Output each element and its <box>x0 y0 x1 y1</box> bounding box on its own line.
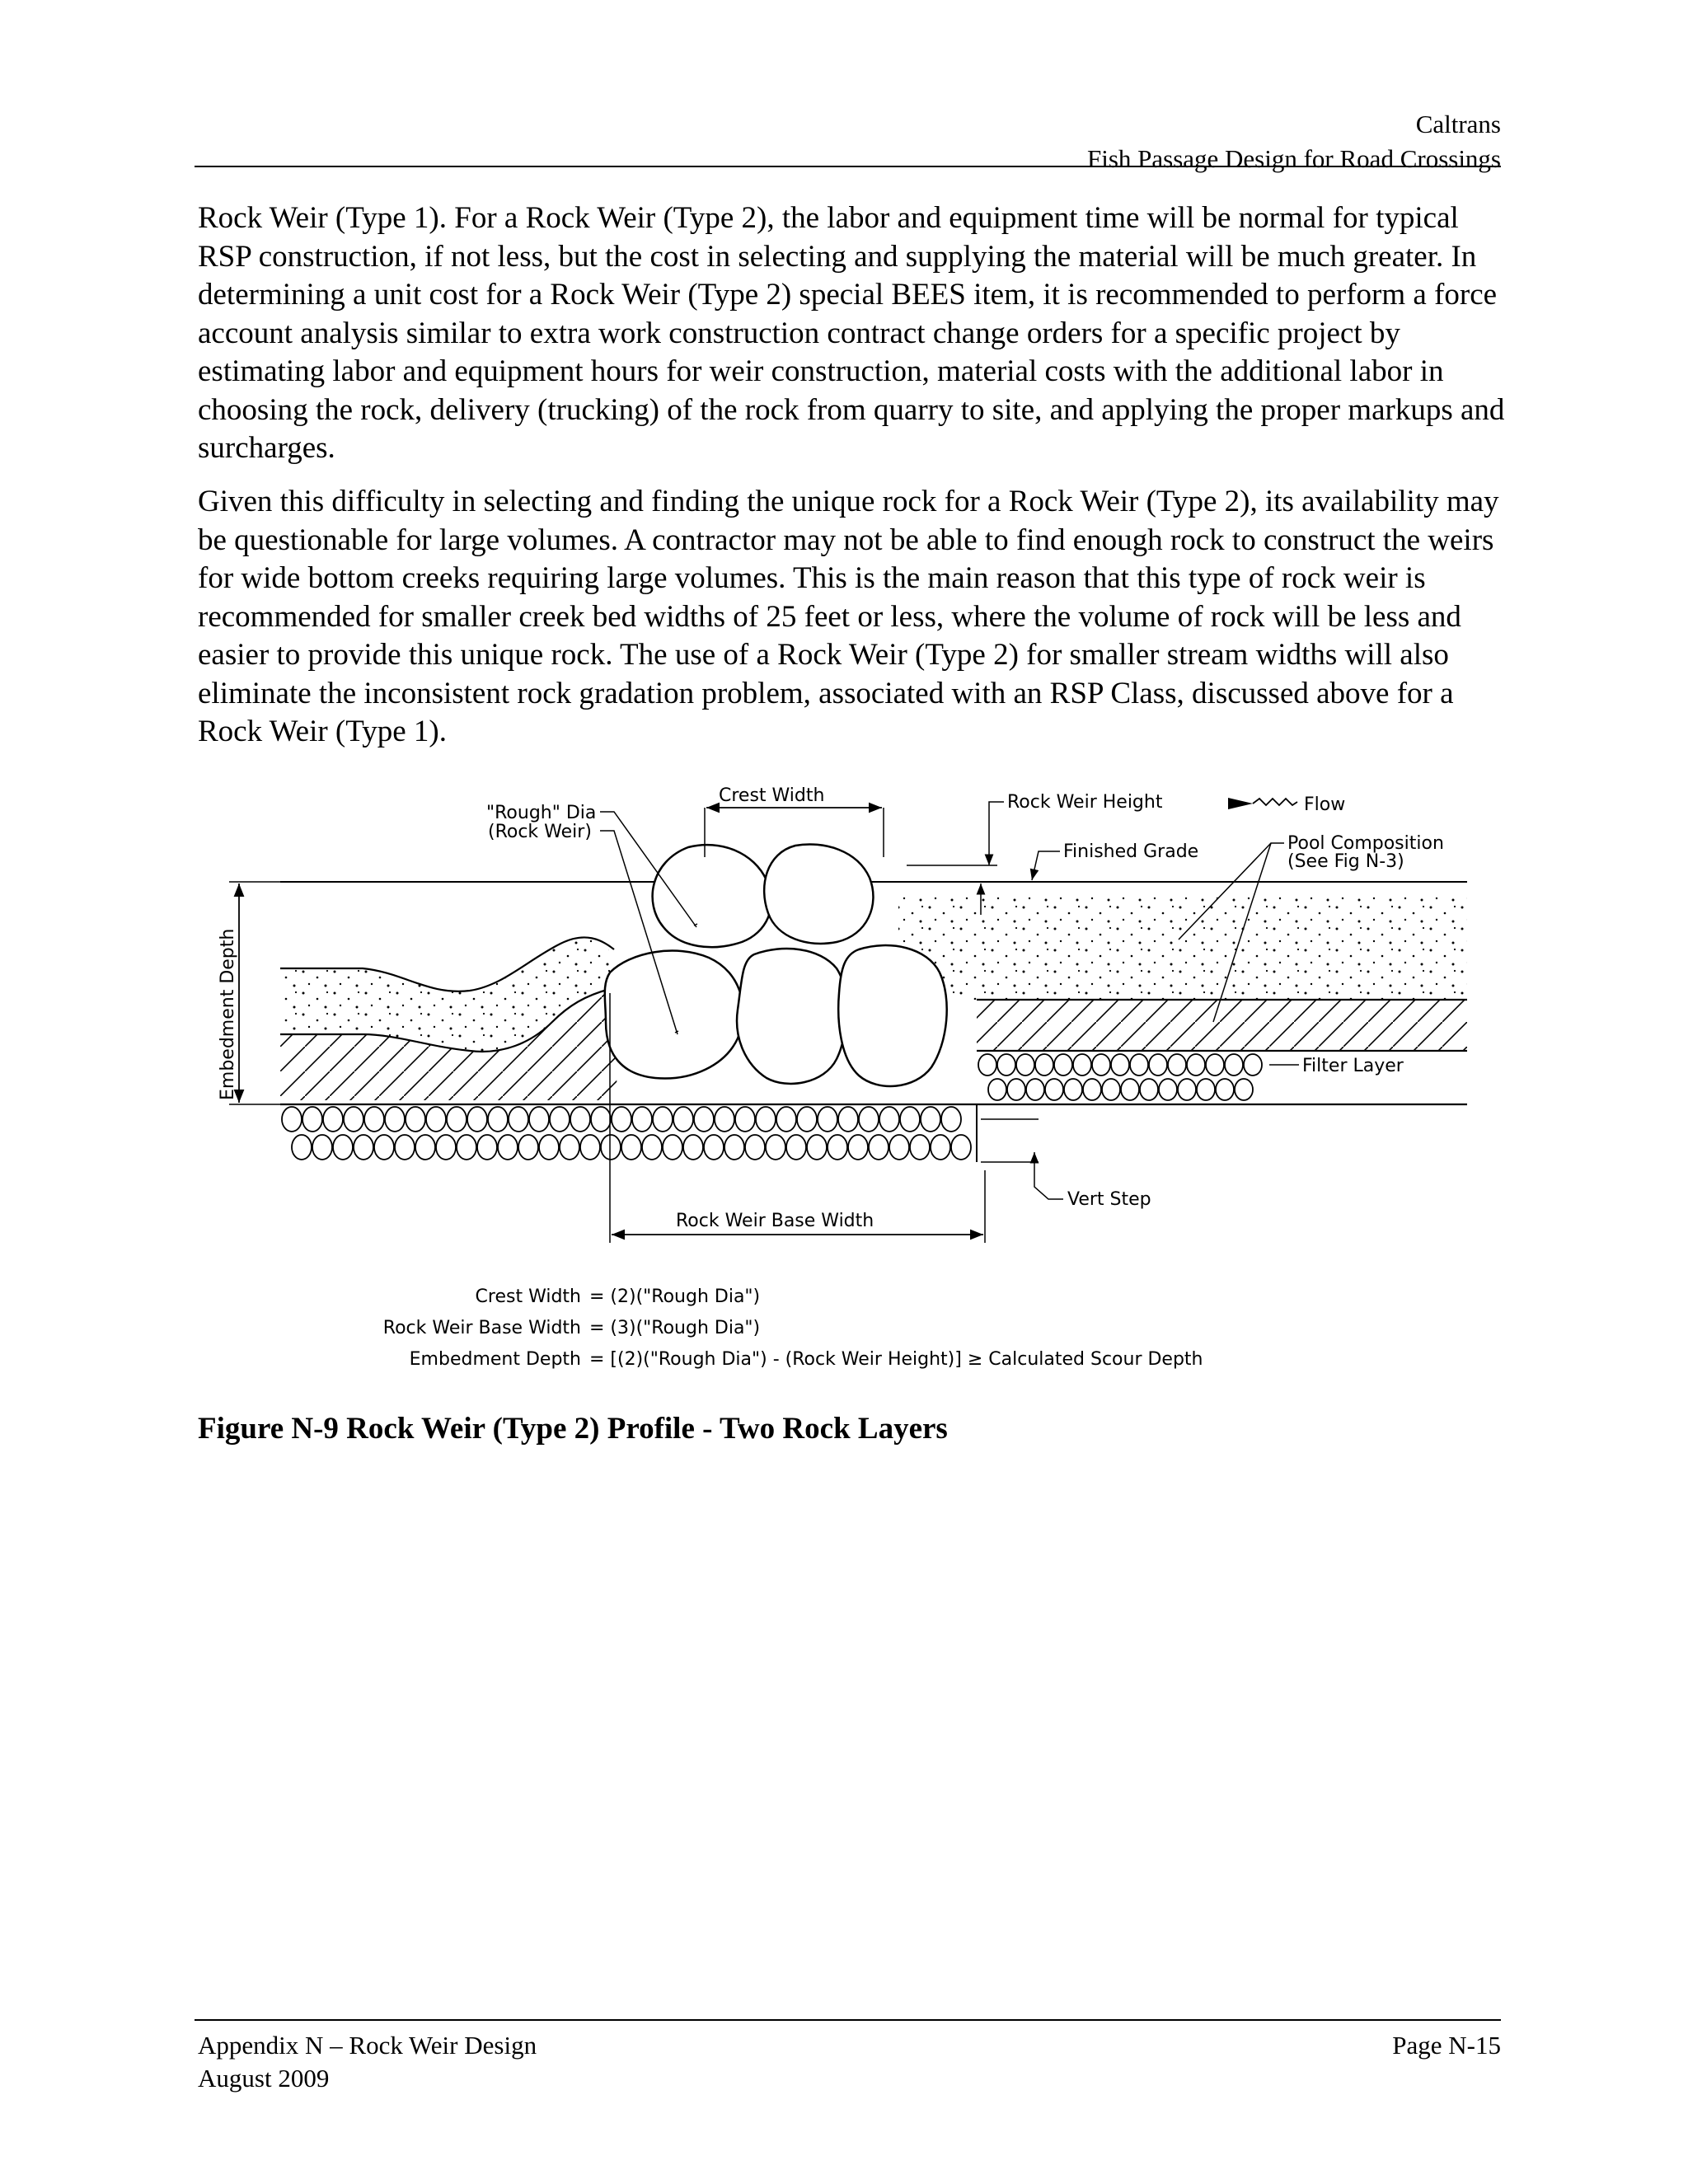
pebble <box>457 1135 476 1160</box>
pebble <box>302 1107 322 1132</box>
page-footer-left <box>198 2029 537 2095</box>
pebble <box>931 1135 950 1160</box>
pebble <box>1130 1054 1148 1076</box>
footer-page-number: Page N-15 <box>1392 2031 1501 2060</box>
finished-grade-label: Finished Grade <box>1063 841 1199 862</box>
pebble <box>879 1107 899 1132</box>
pebble <box>312 1135 332 1160</box>
pebble <box>621 1135 641 1160</box>
pebble <box>1102 1079 1120 1100</box>
pebble <box>683 1135 703 1160</box>
pebble <box>282 1107 302 1132</box>
pebble <box>1216 1079 1234 1100</box>
pebble <box>1187 1054 1205 1076</box>
pebble <box>859 1107 879 1132</box>
pebble <box>724 1135 744 1160</box>
pebble <box>580 1135 600 1160</box>
pebble <box>612 1107 631 1132</box>
pebble <box>374 1135 394 1160</box>
pebble <box>889 1135 909 1160</box>
pebble <box>601 1135 621 1160</box>
pebble <box>518 1135 538 1160</box>
pebble <box>869 1135 889 1160</box>
pebble <box>1206 1054 1224 1076</box>
formula-crest-expr: = (2)("Rough Dia") <box>589 1286 761 1307</box>
pebble <box>1016 1054 1034 1076</box>
pebble <box>745 1135 765 1160</box>
footer-rule <box>195 2019 1501 2021</box>
formula-base-expr: = (3)("Rough Dia") <box>589 1318 761 1338</box>
pebble <box>1235 1079 1253 1100</box>
pebble <box>539 1135 559 1160</box>
pebble <box>715 1107 734 1132</box>
pebble <box>921 1107 940 1132</box>
boulder-bottom-2 <box>737 949 846 1084</box>
rough-dia-sublabel: (Rock Weir) <box>488 822 592 842</box>
pebble <box>1111 1054 1129 1076</box>
pebble <box>1197 1079 1215 1100</box>
pebble <box>344 1107 363 1132</box>
pebble <box>988 1079 1006 1100</box>
pebble <box>1140 1079 1158 1100</box>
pebble <box>1225 1054 1243 1076</box>
pebble <box>663 1135 682 1160</box>
pebble <box>498 1135 518 1160</box>
pebble <box>997 1054 1015 1076</box>
embedment-depth-label: Embedment Depth <box>218 928 238 1100</box>
rock-weir-profile-diagram <box>206 775 1492 1385</box>
pebble <box>653 1107 673 1132</box>
header-document-title: Fish Passage Design for Road Crossings <box>1086 144 1501 173</box>
pebble <box>735 1107 755 1132</box>
pebble <box>415 1135 435 1160</box>
pebble <box>323 1107 343 1132</box>
base-width-label: Rock Weir Base Width <box>676 1211 874 1231</box>
pebble <box>292 1135 312 1160</box>
pebble <box>1073 1054 1091 1076</box>
pool-fill <box>898 897 1467 1000</box>
formula-embed-name: Embedment Depth <box>409 1349 581 1370</box>
boulder-top-right <box>764 845 873 944</box>
pebble <box>364 1107 384 1132</box>
footer-appendix-title: Appendix N – Rock Weir Design <box>198 2031 537 2060</box>
pebble <box>488 1107 508 1132</box>
pebble <box>1054 1054 1072 1076</box>
pebble <box>642 1135 662 1160</box>
pebble <box>426 1107 446 1132</box>
pebble <box>766 1135 785 1160</box>
pebble <box>786 1135 806 1160</box>
pebble <box>632 1107 652 1132</box>
pebble <box>1168 1054 1186 1076</box>
pebble <box>1026 1079 1044 1100</box>
pebble <box>756 1107 776 1132</box>
pebble <box>828 1135 847 1160</box>
pebble <box>978 1054 996 1076</box>
crest-width-label: Crest Width <box>719 785 825 806</box>
pebble <box>447 1107 467 1132</box>
formula-embed-expr: = [(2)("Rough Dia") - (Rock Weir Height)] ≥ Calculated Scour Depth <box>589 1349 1203 1370</box>
boulder-bottom-3 <box>838 945 947 1086</box>
pebble <box>509 1107 528 1132</box>
pebble <box>1159 1079 1177 1100</box>
pebble <box>1092 1054 1110 1076</box>
pebble <box>406 1107 425 1132</box>
boulder-bottom-1 <box>605 951 743 1079</box>
pebble <box>395 1135 415 1160</box>
pebble <box>1121 1079 1139 1100</box>
pebble <box>529 1107 549 1132</box>
pebble <box>385 1107 405 1132</box>
pebble <box>467 1107 487 1132</box>
pool-composition-label: Pool Composition <box>1287 833 1444 854</box>
pebble <box>477 1135 497 1160</box>
pebble <box>951 1135 971 1160</box>
pebble <box>1007 1079 1025 1100</box>
native-soil-right <box>977 1000 1467 1051</box>
pebble <box>333 1135 353 1160</box>
flow-label: Flow <box>1304 794 1346 815</box>
pebble <box>570 1107 590 1132</box>
formula-crest-name: Crest Width <box>475 1286 581 1307</box>
pool-composition-sublabel: (See Fig N-3) <box>1287 851 1404 872</box>
pebble <box>776 1107 796 1132</box>
body-paragraph-2: Given this difficulty in selecting and finding the unique rock for a Rock Weir (Type 2), its availability may be questionable for large volumes. A contractor may not be able to find enough rock to construct the weirs for wide bottom creeks requiring large volumes. This is the main reason that this type of rock weir is recommended for smaller creek bed widths of 25 feet or less, where the volume of rock will be less and easier to provide this unique rock. The use of a Rock Weir (Type 2) for smaller stream widths will also eliminate the inconsistent rock gradation problem, associated with an RSP Class, discussed above for a Rock Weir (Type 1). <box>198 485 1499 748</box>
pebble <box>560 1135 579 1160</box>
pebble <box>1178 1079 1196 1100</box>
formula-base-name: Rock Weir Base Width <box>382 1318 581 1338</box>
pebble <box>838 1107 858 1132</box>
pebble <box>797 1107 817 1132</box>
pebble <box>550 1107 570 1132</box>
pebble <box>818 1107 837 1132</box>
pebble <box>941 1107 961 1132</box>
pebble <box>848 1135 868 1160</box>
pebble <box>694 1107 714 1132</box>
header-agency: Caltrans <box>1415 110 1501 138</box>
pebble <box>354 1135 373 1160</box>
rough-dia-label: "Rough" Dia <box>486 803 597 823</box>
pebble <box>673 1107 693 1132</box>
filter-layer-label: Filter Layer <box>1302 1056 1404 1076</box>
pebble <box>1035 1054 1053 1076</box>
pebble <box>1064 1079 1082 1100</box>
pebble <box>1083 1079 1101 1100</box>
footer-date: August 2009 <box>198 2064 330 2093</box>
pebble <box>807 1135 827 1160</box>
boulder-top-left <box>653 845 771 947</box>
pebble <box>436 1135 456 1160</box>
pebble <box>1045 1079 1063 1100</box>
pebble <box>1149 1054 1167 1076</box>
pebble <box>704 1135 724 1160</box>
pebble <box>910 1135 930 1160</box>
vert-step-label: Vert Step <box>1067 1189 1151 1210</box>
flow-arrow-icon <box>1253 799 1297 805</box>
pebble <box>900 1107 920 1132</box>
pebble <box>591 1107 611 1132</box>
pebble <box>1244 1054 1262 1076</box>
rock-weir-height-label: Rock Weir Height <box>1007 792 1163 813</box>
body-paragraph-1: Rock Weir (Type 1). For a Rock Weir (Type 2), the labor and equipment time will be normal for typical RSP construction, if not less, but the cost in selecting and supplying the material will be much greater. In determining a unit cost for a Rock Weir (Type 2) special BEES item, it is recommended to perform a force account analysis similar to extra work construction contract change orders for a specific project by estimating labor and equipment hours for weir construction, material costs with the additional labor in choosing the rock, delivery (trucking) of the rock from quarry to site, and applying the proper markups and surcharges. <box>198 201 1505 465</box>
figure-caption: Figure N-9 Rock Weir (Type 2) Profile - Two Rock Layers <box>198 1412 948 1446</box>
header-rule <box>195 166 1501 167</box>
